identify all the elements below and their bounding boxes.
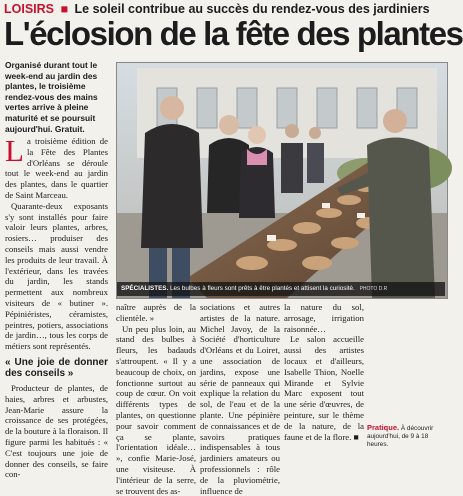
- paragraph-4: naître auprès de la clientèle. »: [116, 302, 196, 323]
- article-subhead: « Une joie de donner des conseils »: [5, 356, 108, 380]
- photo-caption: [117, 282, 445, 296]
- kicker: Le soleil contribue au succès du rendez-vous des jardiniers: [74, 2, 430, 16]
- practical-label: Pratique.: [367, 423, 400, 432]
- practical-info: [367, 424, 447, 449]
- caption-text: Les bulbes à fleurs sont prêts à être plantés et attisent la curiosité.: [170, 285, 355, 292]
- paragraph-7: la nature du sol, arrosage, irrigation raisonnée…: [284, 302, 364, 334]
- caption-label: SPÉCIALISTES.: [121, 285, 169, 292]
- bullet-icon: ■: [60, 2, 69, 16]
- article-deck: Organisé durant tout le week-end au jardin des plantes, le troisième rendez-vous des mains vertes arrive à pleine maturité et se poursuit aujourd'hui. Gratuit.: [5, 60, 98, 134]
- paragraph-1: a troisième édition de la Fête des Plantes d'Orléans se déroule tout le week-end au jardin des plantes, dans le quartier de Saint Marceau.: [5, 136, 108, 200]
- article-column-1: [5, 133, 108, 480]
- article-column-3: [200, 302, 280, 496]
- photo-credit: PHOTO D.R: [359, 286, 388, 292]
- headline: L'éclosion de la fête des plantes: [4, 15, 463, 52]
- section-rubric: LOISIRS: [4, 2, 55, 16]
- dropcap: L: [5, 133, 24, 168]
- paragraph-8: Le salon accueille aussi des artistes locaux et d'ailleurs, Isabelle Thion, Noelle Mirande et Sylvie Marc exposent tout une série d'œuvres, de peinture, sur le thème de la nature, de la faune et de la flore. ■: [284, 334, 364, 442]
- paragraph-6: sociations et autres artistes de la nature. Michel Javoy, de la Société d'horticulture d'Orléans et du Loiret, une association de jardins, expose une série de panneaux qui explique la relation du sol, de l'eau et de la plante. Une pépinière de connaissances et de savoirs pratiques indispensables à tous jardiniers amateurs ou professionnels : rôle de la pluviométrie, influence de: [200, 302, 280, 496]
- practical-text: À découvrir aujourd'hui, de 9 à 18 heures.: [367, 425, 434, 448]
- article-column-4: [284, 302, 364, 449]
- paragraph-2: Quarante-deux exposants s'y sont installés pour faire valoir leurs plantes, arbres, rosiers… produiser des conseils mais aussi vendre les produits de leur travail. À l'extérieur, dans les travées du jardin, les stands permettent aux nombreux visiteurs de « butiner ». Pépiniéristes, céramistes, peintres, potiers, associations de jardin…, tous les corps de métiers sont représentés.: [5, 200, 108, 352]
- section-header: [4, 2, 446, 16]
- photo-illustration: [117, 63, 447, 298]
- paragraph-5: Un peu plus loin, au stand des bulbes à fleurs, les badauds s'attroupent. « Il y a beaucoup de choix, on fonctionne surtout au coup de cœur. On voit différents types de plantes, on questionne pour savoir comment ça se plante, l'orientation idéale… », confie Marie-José, une visiteuse. À l'intérieur de la serre, se trouvent des as-: [116, 323, 196, 496]
- article-photo: [116, 62, 448, 299]
- paragraph-3: Producteur de plantes, de haies, arbres et arbustes, Jean-Marie assure la croissance de ses protégées, de la bouture à la floraison. Il figure parmi les habitués : « C'est toujours une joie de donner des conseils, se faire con-: [5, 382, 108, 480]
- article-column-2: [116, 302, 196, 496]
